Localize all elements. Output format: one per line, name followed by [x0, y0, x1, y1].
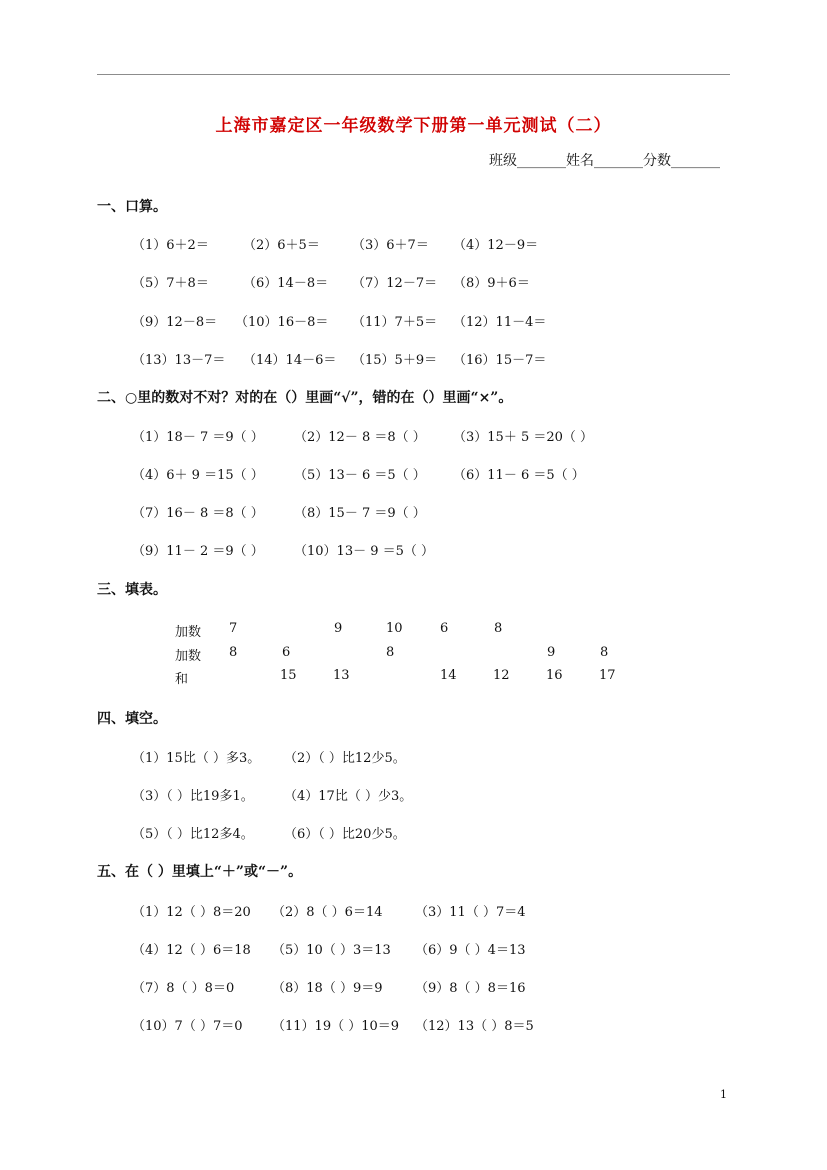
problem: （7）16－ 8 ＝8（ ） [132, 506, 264, 521]
problem: （6）11－ 6 ＝5（ ） [453, 468, 585, 483]
problem: （2）6＋5＝ [243, 238, 320, 253]
problem: （6）14－8＝ [243, 276, 329, 291]
problem: （2）12－ 8 ＝8（ ） [294, 430, 426, 445]
problem: （7）12－7＝ [352, 276, 438, 291]
problem: （10）16－8＝ [235, 315, 329, 330]
problem: （1）6＋2＝ [132, 238, 209, 253]
table-row [175, 645, 635, 665]
problem: （11）7＋5＝ [352, 315, 438, 330]
problem: （4）17比（ ）少3。 [284, 789, 413, 804]
table-cell: 6 [282, 645, 291, 660]
table-cell: 加数 [175, 649, 202, 664]
table-cell: 和 [175, 672, 189, 687]
section-heading-1: 一、口算。 [97, 199, 167, 215]
problem: （5）（ ）比12多4。 [132, 827, 254, 842]
table-cell: 7 [229, 621, 238, 636]
problem: （8）15－ 7 ＝9（ ） [294, 506, 426, 521]
problem: （2）（ ）比12少5。 [284, 751, 406, 766]
problem: （13）13－7＝ [132, 353, 226, 368]
problem: （12）11－4＝ [453, 315, 547, 330]
problem: （1）12（ ）8＝20 [132, 905, 251, 920]
table-cell: 9 [334, 621, 343, 636]
table-row [175, 668, 635, 688]
table-cell: 10 [386, 621, 403, 636]
section-heading-5: 五、在（ ）里填上“＋”或“－”。 [97, 864, 303, 880]
problem: （4）6＋ 9 ＝15（ ） [132, 468, 264, 483]
section-heading-3: 三、填表。 [97, 582, 167, 598]
problem: （3）15＋ 5 ＝20（ ） [453, 430, 594, 445]
problem: （11）19（ ）10＝9 [272, 1019, 400, 1034]
problem: （3）11（ ）7＝4 [415, 905, 526, 920]
section-heading-2: 二、○里的数对不对？对的在（）里画“√”，错的在（）里画“×”。 [97, 390, 513, 406]
problem: （5）7＋8＝ [132, 276, 209, 291]
table-cell: 8 [600, 645, 609, 660]
table-cell: 12 [493, 668, 510, 683]
table-cell: 6 [440, 621, 449, 636]
problem: （8）9＋6＝ [453, 276, 530, 291]
problem: （2）8（ ）6＝14 [272, 905, 383, 920]
problem: （8）18（ ）9＝9 [272, 981, 383, 996]
problem: （7）8（ ）8＝0 [132, 981, 235, 996]
page-title: 上海市嘉定区一年级数学下册第一单元测试（二） [215, 116, 612, 136]
problem: （10）7（ ）7＝0 [132, 1019, 243, 1034]
problem: （6）9（ ）4＝13 [415, 943, 526, 958]
problem: （5）10（ ）3＝13 [272, 943, 391, 958]
problem: （4）12（ ）6＝18 [132, 943, 251, 958]
page-number: 1 [720, 1088, 727, 1101]
table-cell: 加数 [175, 625, 202, 640]
problem: （10）13－ 9 ＝5（ ） [294, 544, 435, 559]
table-row [175, 621, 635, 641]
section-heading-4: 四、填空。 [97, 711, 167, 727]
table-cell: 17 [599, 668, 616, 683]
table-cell: 13 [333, 668, 350, 683]
table-cell: 9 [547, 645, 556, 660]
problem: （14）14－6＝ [243, 353, 337, 368]
student-info-line: 班级_______姓名_______分数_______ [489, 153, 720, 169]
problem: （9）12－8＝ [132, 315, 218, 330]
problem: （1）18－ 7 ＝9（ ） [132, 430, 264, 445]
header-rule [97, 74, 730, 75]
problem: （12）13（ ）8＝5 [415, 1019, 534, 1034]
problem: （16）15－7＝ [453, 353, 547, 368]
table-cell: 8 [229, 645, 238, 660]
problem: （4）12－9＝ [453, 238, 539, 253]
problem: （1）15比（ ）多3。 [132, 751, 261, 766]
problem: （15）5＋9＝ [352, 353, 438, 368]
problem: （9）11－ 2 ＝9（ ） [132, 544, 264, 559]
problem: （9）8（ ）8＝16 [415, 981, 526, 996]
table-cell: 8 [494, 621, 503, 636]
problem: （6）（ ）比20少5。 [284, 827, 406, 842]
table-cell: 8 [386, 645, 395, 660]
problem: （3）（ ）比19多1。 [132, 789, 254, 804]
table-cell: 14 [440, 668, 457, 683]
table-cell: 15 [280, 668, 297, 683]
problem: （5）13－ 6 ＝5（ ） [294, 468, 426, 483]
table-cell: 16 [546, 668, 563, 683]
problem: （3）6＋7＝ [352, 238, 429, 253]
